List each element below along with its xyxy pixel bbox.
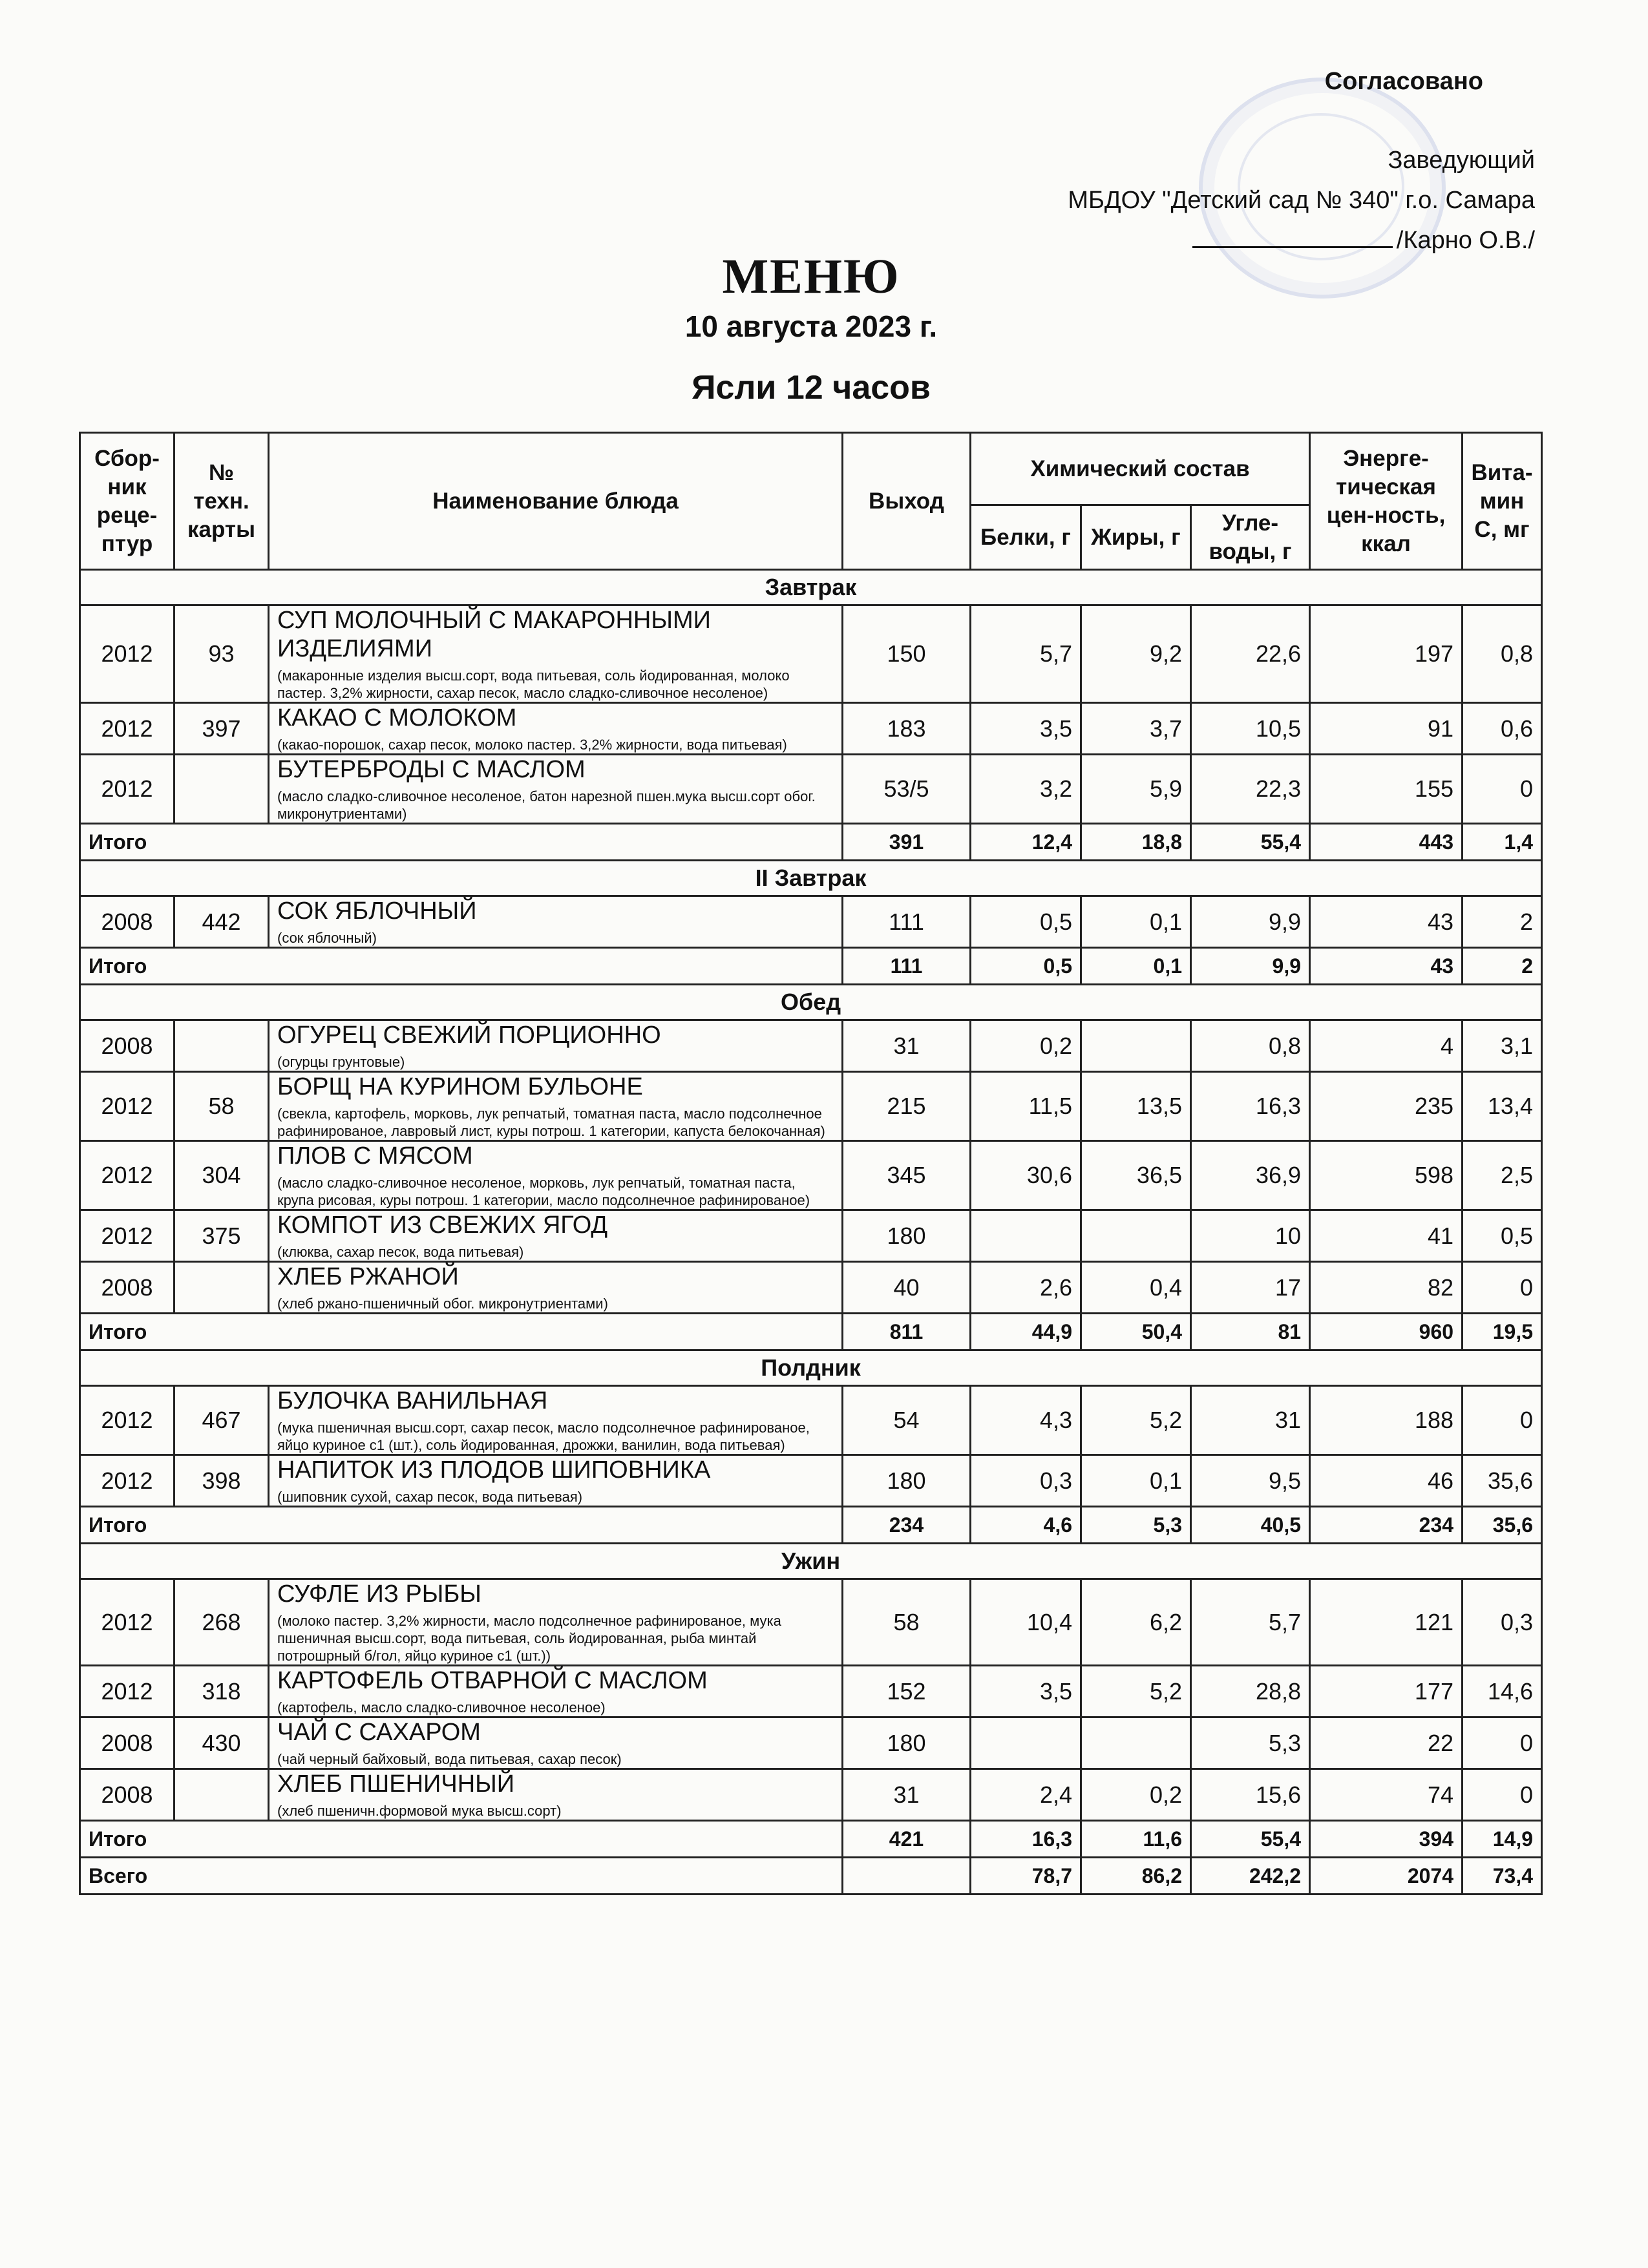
dish-composition: (масло сладко-сливочное несоленое, морковь, лук репчатый, томатная паста, крупа рисовая, куры потрош. 1 категории, масло подсолнечное рафинированое) (277, 1175, 810, 1208)
yield-cell: 111 (843, 896, 971, 948)
total-carbs: 55,4 (1191, 824, 1310, 861)
collection-cell: 2012 (80, 605, 174, 703)
vitc-cell: 35,6 (1463, 1455, 1542, 1507)
table-row (80, 1579, 1542, 1666)
dish-composition: (клюква, сахар песок, вода питьевая) (277, 1244, 524, 1260)
section-header (80, 985, 1542, 1020)
energy-cell: 46 (1310, 1455, 1463, 1507)
vitc-cell: 0 (1463, 1717, 1542, 1769)
protein-cell: 5,7 (971, 605, 1081, 703)
total-carbs: 55,4 (1191, 1821, 1310, 1858)
vitc-cell: 2,5 (1463, 1141, 1542, 1210)
dish-composition: (свекла, картофель, морковь, лук репчатый, томатная паста, масло подсолнечное рафинированое, лавровый лист, куры потрош. 1 категории, капуста белокочанная) (277, 1106, 825, 1139)
dish-cell (269, 896, 843, 948)
total-vitc: 19,5 (1463, 1314, 1542, 1350)
yield-cell: 180 (843, 1455, 971, 1507)
fat-cell: 0,2 (1081, 1769, 1191, 1821)
total-protein: 16,3 (971, 1821, 1081, 1858)
dish-name: БУТЕРБРОДЫ С МАСЛОМ (277, 756, 586, 783)
total-row (80, 948, 1542, 985)
carbs-cell: 10 (1191, 1210, 1310, 1262)
approval-org: МБДОУ "Детский сад № 340" г.о. Самара (1068, 187, 1535, 214)
collection-cell: 2012 (80, 1455, 174, 1507)
section-title: II Завтрак (80, 861, 1542, 896)
dish-name: ХЛЕБ ПШЕНИЧНЫЙ (277, 1770, 515, 1798)
protein-cell: 11,5 (971, 1072, 1081, 1141)
energy-cell: 598 (1310, 1141, 1463, 1210)
total-label: Итого (80, 948, 843, 985)
total-label: Итого (80, 824, 843, 861)
dish-cell (269, 755, 843, 824)
dish-name: ПЛОВ С МЯСОМ (277, 1142, 473, 1170)
fat-cell: 5,9 (1081, 755, 1191, 824)
carbs-cell: 22,6 (1191, 605, 1310, 703)
dish-composition: (мука пшеничная высш.сорт, сахар песок, масло подсолнечное рафинированое, яйцо куриное с1 (шт.), соль йодированная, дрожжи, ванилин, вода питьевая) (277, 1420, 810, 1453)
total-carbs: 81 (1191, 1314, 1310, 1350)
fat-cell: 5,2 (1081, 1386, 1191, 1455)
grand-total-yield (843, 1858, 971, 1895)
total-carbs: 9,9 (1191, 948, 1310, 985)
fat-cell: 0,1 (1081, 896, 1191, 948)
dish-composition: (огурцы грунтовые) (277, 1054, 405, 1070)
collection-cell: 2012 (80, 755, 174, 824)
total-fat: 11,6 (1081, 1821, 1191, 1858)
collection-cell: 2012 (80, 1210, 174, 1262)
dish-cell (269, 703, 843, 755)
dish-name: КАКАО С МОЛОКОМ (277, 704, 517, 731)
table-row (80, 703, 1542, 755)
collection-cell: 2012 (80, 1579, 174, 1666)
collection-cell: 2012 (80, 1386, 174, 1455)
dish-name: БОРЩ НА КУРИНОМ БУЛЬОНЕ (277, 1073, 643, 1100)
approval-signature: /Карно О.В./ (1396, 227, 1535, 254)
total-protein: 4,6 (971, 1507, 1081, 1544)
protein-cell: 0,5 (971, 896, 1081, 948)
card-cell: 318 (174, 1666, 269, 1717)
energy-cell: 82 (1310, 1262, 1463, 1314)
card-cell: 304 (174, 1141, 269, 1210)
dish-cell (269, 1020, 843, 1072)
total-energy: 394 (1310, 1821, 1463, 1858)
menu-group: Ясли 12 часов (692, 369, 931, 406)
section-title: Полдник (80, 1350, 1542, 1386)
dish-cell (269, 1072, 843, 1141)
carbs-cell: 0,8 (1191, 1020, 1310, 1072)
dish-composition: (сок яблочный) (277, 930, 377, 946)
approval-title: Согласовано (1324, 68, 1483, 95)
table-row (80, 1769, 1542, 1821)
vitc-cell: 0 (1463, 1262, 1542, 1314)
total-row (80, 1821, 1542, 1858)
grand-total-label: Всего (80, 1858, 843, 1895)
yield-cell: 152 (843, 1666, 971, 1717)
yield-cell: 215 (843, 1072, 971, 1141)
dish-name: ЧАЙ С САХАРОМ (277, 1719, 481, 1746)
grand-total-protein: 78,7 (971, 1858, 1081, 1895)
total-vitc: 14,9 (1463, 1821, 1542, 1858)
yield-cell: 53/5 (843, 755, 971, 824)
fat-cell (1081, 1210, 1191, 1262)
energy-cell: 91 (1310, 703, 1463, 755)
protein-cell: 0,2 (971, 1020, 1081, 1072)
dish-composition: (молоко пастер. 3,2% жирности, масло подсолнечное рафинированое, мука пшеничная высш.сорт, вода питьевая, соль йодированная, рыба минтай потрошрный б/гол, яйцо куриное с1 (шт.)) (277, 1613, 781, 1664)
yield-cell: 58 (843, 1579, 971, 1666)
table-row (80, 896, 1542, 948)
vitc-cell: 3,1 (1463, 1020, 1542, 1072)
table-row (80, 1262, 1542, 1314)
header-name: Наименование блюда (269, 433, 843, 570)
collection-cell: 2012 (80, 1666, 174, 1717)
dish-cell (269, 1579, 843, 1666)
fat-cell (1081, 1717, 1191, 1769)
energy-cell: 155 (1310, 755, 1463, 824)
table-row (80, 605, 1542, 703)
total-protein: 12,4 (971, 824, 1081, 861)
energy-cell: 197 (1310, 605, 1463, 703)
total-label: Итого (80, 1507, 843, 1544)
collection-cell: 2008 (80, 896, 174, 948)
menu-date: 10 августа 2023 г. (684, 310, 938, 343)
dish-name: КОМПОТ ИЗ СВЕЖИХ ЯГОД (277, 1212, 608, 1239)
table-row (80, 1717, 1542, 1769)
energy-cell: 22 (1310, 1717, 1463, 1769)
grand-total-carbs: 242,2 (1191, 1858, 1310, 1895)
dish-name: БУЛОЧКА ВАНИЛЬНАЯ (277, 1387, 548, 1414)
vitc-cell: 0,5 (1463, 1210, 1542, 1262)
protein-cell: 3,2 (971, 755, 1081, 824)
card-cell: 93 (174, 605, 269, 703)
dish-composition: (какао-порошок, сахар песок, молоко пастер. 3,2% жирности, вода питьевая) (277, 737, 787, 753)
yield-cell: 54 (843, 1386, 971, 1455)
carbs-cell: 9,5 (1191, 1455, 1310, 1507)
collection-cell: 2012 (80, 1141, 174, 1210)
dish-name: ОГУРЕЦ СВЕЖИЙ ПОРЦИОННО (277, 1022, 661, 1049)
protein-cell: 2,4 (971, 1769, 1081, 1821)
carbs-cell: 17 (1191, 1262, 1310, 1314)
card-cell: 375 (174, 1210, 269, 1262)
protein-cell: 2,6 (971, 1262, 1081, 1314)
carbs-cell: 5,7 (1191, 1579, 1310, 1666)
menu-table (79, 432, 1543, 1895)
fat-cell: 0,1 (1081, 1455, 1191, 1507)
dish-name: НАПИТОК ИЗ ПЛОДОВ ШИПОВНИКА (277, 1456, 711, 1484)
section-title: Обед (80, 985, 1542, 1020)
total-vitc: 1,4 (1463, 824, 1542, 861)
section-header (80, 570, 1542, 605)
vitc-cell: 13,4 (1463, 1072, 1542, 1141)
fat-cell: 13,5 (1081, 1072, 1191, 1141)
table-row (80, 1455, 1542, 1507)
yield-cell: 345 (843, 1141, 971, 1210)
carbs-cell: 22,3 (1191, 755, 1310, 824)
header-card: № техн. карты (174, 433, 269, 570)
table-row (80, 1210, 1542, 1262)
dish-name: ХЛЕБ РЖАНОЙ (277, 1263, 459, 1290)
yield-cell: 180 (843, 1210, 971, 1262)
header-collection: Сбор-ник реце-птур (80, 433, 174, 570)
collection-cell: 2008 (80, 1020, 174, 1072)
vitc-cell: 0,3 (1463, 1579, 1542, 1666)
card-cell: 467 (174, 1386, 269, 1455)
header-fat: Жиры, г (1081, 505, 1191, 570)
section-header (80, 861, 1542, 896)
yield-cell: 183 (843, 703, 971, 755)
total-carbs: 40,5 (1191, 1507, 1310, 1544)
card-cell: 430 (174, 1717, 269, 1769)
card-cell (174, 755, 269, 824)
energy-cell: 41 (1310, 1210, 1463, 1262)
dish-composition: (шиповник сухой, сахар песок, вода питьевая) (277, 1489, 583, 1505)
total-energy: 234 (1310, 1507, 1463, 1544)
card-cell: 268 (174, 1579, 269, 1666)
energy-cell: 188 (1310, 1386, 1463, 1455)
section-title: Завтрак (80, 570, 1542, 605)
fat-cell: 9,2 (1081, 605, 1191, 703)
card-cell (174, 1769, 269, 1821)
dish-cell (269, 1386, 843, 1455)
dish-cell (269, 1455, 843, 1507)
card-cell: 58 (174, 1072, 269, 1141)
protein-cell: 30,6 (971, 1141, 1081, 1210)
header-energy: Энерге-тическая цен-ность, ккал (1310, 433, 1463, 570)
protein-cell: 3,5 (971, 703, 1081, 755)
dish-cell (269, 1769, 843, 1821)
dish-cell (269, 1717, 843, 1769)
protein-cell: 10,4 (971, 1579, 1081, 1666)
yield-cell: 150 (843, 605, 971, 703)
grand-total-vitc: 73,4 (1463, 1858, 1542, 1895)
approval-block (1068, 61, 1535, 260)
fat-cell (1081, 1020, 1191, 1072)
energy-cell: 121 (1310, 1579, 1463, 1666)
protein-cell (971, 1717, 1081, 1769)
total-vitc: 35,6 (1463, 1507, 1542, 1544)
vitc-cell: 0 (1463, 755, 1542, 824)
vitc-cell: 0 (1463, 1769, 1542, 1821)
energy-cell: 235 (1310, 1072, 1463, 1141)
table-row (80, 1072, 1542, 1141)
header-carbs: Угле-воды, г (1191, 505, 1310, 570)
section-header (80, 1544, 1542, 1579)
carbs-cell: 5,3 (1191, 1717, 1310, 1769)
total-fat: 0,1 (1081, 948, 1191, 985)
protein-cell: 0,3 (971, 1455, 1081, 1507)
total-label: Итого (80, 1821, 843, 1858)
total-yield: 391 (843, 824, 971, 861)
header-yield: Выход (843, 433, 971, 570)
total-protein: 44,9 (971, 1314, 1081, 1350)
total-protein: 0,5 (971, 948, 1081, 985)
dish-composition: (картофель, масло сладко-сливочное несоленое) (277, 1699, 606, 1716)
dish-name: КАРТОФЕЛЬ ОТВАРНОЙ С МАСЛОМ (277, 1667, 708, 1694)
carbs-cell: 31 (1191, 1386, 1310, 1455)
fat-cell: 36,5 (1081, 1141, 1191, 1210)
dish-composition: (чай черный байховый, вода питьевая, сахар песок) (277, 1751, 622, 1767)
carbs-cell: 16,3 (1191, 1072, 1310, 1141)
table-row (80, 1141, 1542, 1210)
dish-composition: (хлеб пшеничн.формовой мука высш.сорт) (277, 1803, 562, 1819)
dish-cell (269, 1141, 843, 1210)
dish-composition: (макаронные изделия высш.сорт, вода питьевая, соль йодированная, молоко пастер. 3,2% жирности, сахар песок, масло сладко-сливочное несоленое) (277, 667, 790, 701)
fat-cell: 3,7 (1081, 703, 1191, 755)
page-title: МЕНЮ (722, 249, 900, 304)
card-cell: 442 (174, 896, 269, 948)
header-protein: Белки, г (971, 505, 1081, 570)
header-chem: Химический состав (971, 433, 1310, 505)
section-header (80, 1350, 1542, 1386)
collection-cell: 2012 (80, 1072, 174, 1141)
vitc-cell: 2 (1463, 896, 1542, 948)
total-energy: 443 (1310, 824, 1463, 861)
section-title: Ужин (80, 1544, 1542, 1579)
energy-cell: 74 (1310, 1769, 1463, 1821)
dish-cell (269, 1262, 843, 1314)
card-cell: 398 (174, 1455, 269, 1507)
total-label: Итого (80, 1314, 843, 1350)
carbs-cell: 36,9 (1191, 1141, 1310, 1210)
total-vitc: 2 (1463, 948, 1542, 985)
dish-name: СОК ЯБЛОЧНЫЙ (277, 898, 477, 925)
energy-cell: 177 (1310, 1666, 1463, 1717)
energy-cell: 43 (1310, 896, 1463, 948)
card-cell (174, 1020, 269, 1072)
total-yield: 111 (843, 948, 971, 985)
table-row (80, 755, 1542, 824)
carbs-cell: 9,9 (1191, 896, 1310, 948)
collection-cell: 2012 (80, 703, 174, 755)
vitc-cell: 0 (1463, 1386, 1542, 1455)
fat-cell: 6,2 (1081, 1579, 1191, 1666)
protein-cell: 4,3 (971, 1386, 1081, 1455)
total-energy: 960 (1310, 1314, 1463, 1350)
vitc-cell: 0,8 (1463, 605, 1542, 703)
dish-cell (269, 1210, 843, 1262)
vitc-cell: 0,6 (1463, 703, 1542, 755)
yield-cell: 180 (843, 1717, 971, 1769)
carbs-cell: 10,5 (1191, 703, 1310, 755)
protein-cell (971, 1210, 1081, 1262)
vitc-cell: 14,6 (1463, 1666, 1542, 1717)
collection-cell: 2008 (80, 1262, 174, 1314)
table-row (80, 1020, 1542, 1072)
total-row (80, 1507, 1542, 1544)
table-row (80, 1386, 1542, 1455)
header-vitc: Вита-мин С, мг (1463, 433, 1542, 570)
card-cell: 397 (174, 703, 269, 755)
grand-total-row (80, 1858, 1542, 1895)
carbs-cell: 28,8 (1191, 1666, 1310, 1717)
protein-cell: 3,5 (971, 1666, 1081, 1717)
total-fat: 18,8 (1081, 824, 1191, 861)
approval-position: Заведующий (1388, 147, 1535, 174)
collection-cell: 2008 (80, 1769, 174, 1821)
total-row (80, 824, 1542, 861)
total-yield: 811 (843, 1314, 971, 1350)
table-row (80, 1666, 1542, 1717)
dish-composition: (хлеб ржано-пшеничный обог. микронутриентами) (277, 1296, 608, 1312)
yield-cell: 31 (843, 1769, 971, 1821)
total-row (80, 1314, 1542, 1350)
collection-cell: 2008 (80, 1717, 174, 1769)
dish-composition: (масло сладко-сливочное несоленое, батон нарезной пшен.мука высш.сорт обог. микронутриентами) (277, 788, 816, 822)
total-fat: 5,3 (1081, 1507, 1191, 1544)
grand-total-energy: 2074 (1310, 1858, 1463, 1895)
card-cell (174, 1262, 269, 1314)
dish-name: СУФЛЕ ИЗ РЫБЫ (277, 1580, 481, 1608)
dish-cell (269, 1666, 843, 1717)
yield-cell: 40 (843, 1262, 971, 1314)
energy-cell: 4 (1310, 1020, 1463, 1072)
fat-cell: 5,2 (1081, 1666, 1191, 1717)
total-yield: 421 (843, 1821, 971, 1858)
total-fat: 50,4 (1081, 1314, 1191, 1350)
grand-total-fat: 86,2 (1081, 1858, 1191, 1895)
total-energy: 43 (1310, 948, 1463, 985)
dish-name: СУП МОЛОЧНЫЙ С МАКАРОННЫМИ ИЗДЕЛИЯМИ (277, 607, 711, 662)
yield-cell: 31 (843, 1020, 971, 1072)
total-yield: 234 (843, 1507, 971, 1544)
carbs-cell: 15,6 (1191, 1769, 1310, 1821)
signature-line (1192, 220, 1393, 248)
fat-cell: 0,4 (1081, 1262, 1191, 1314)
dish-cell (269, 605, 843, 703)
